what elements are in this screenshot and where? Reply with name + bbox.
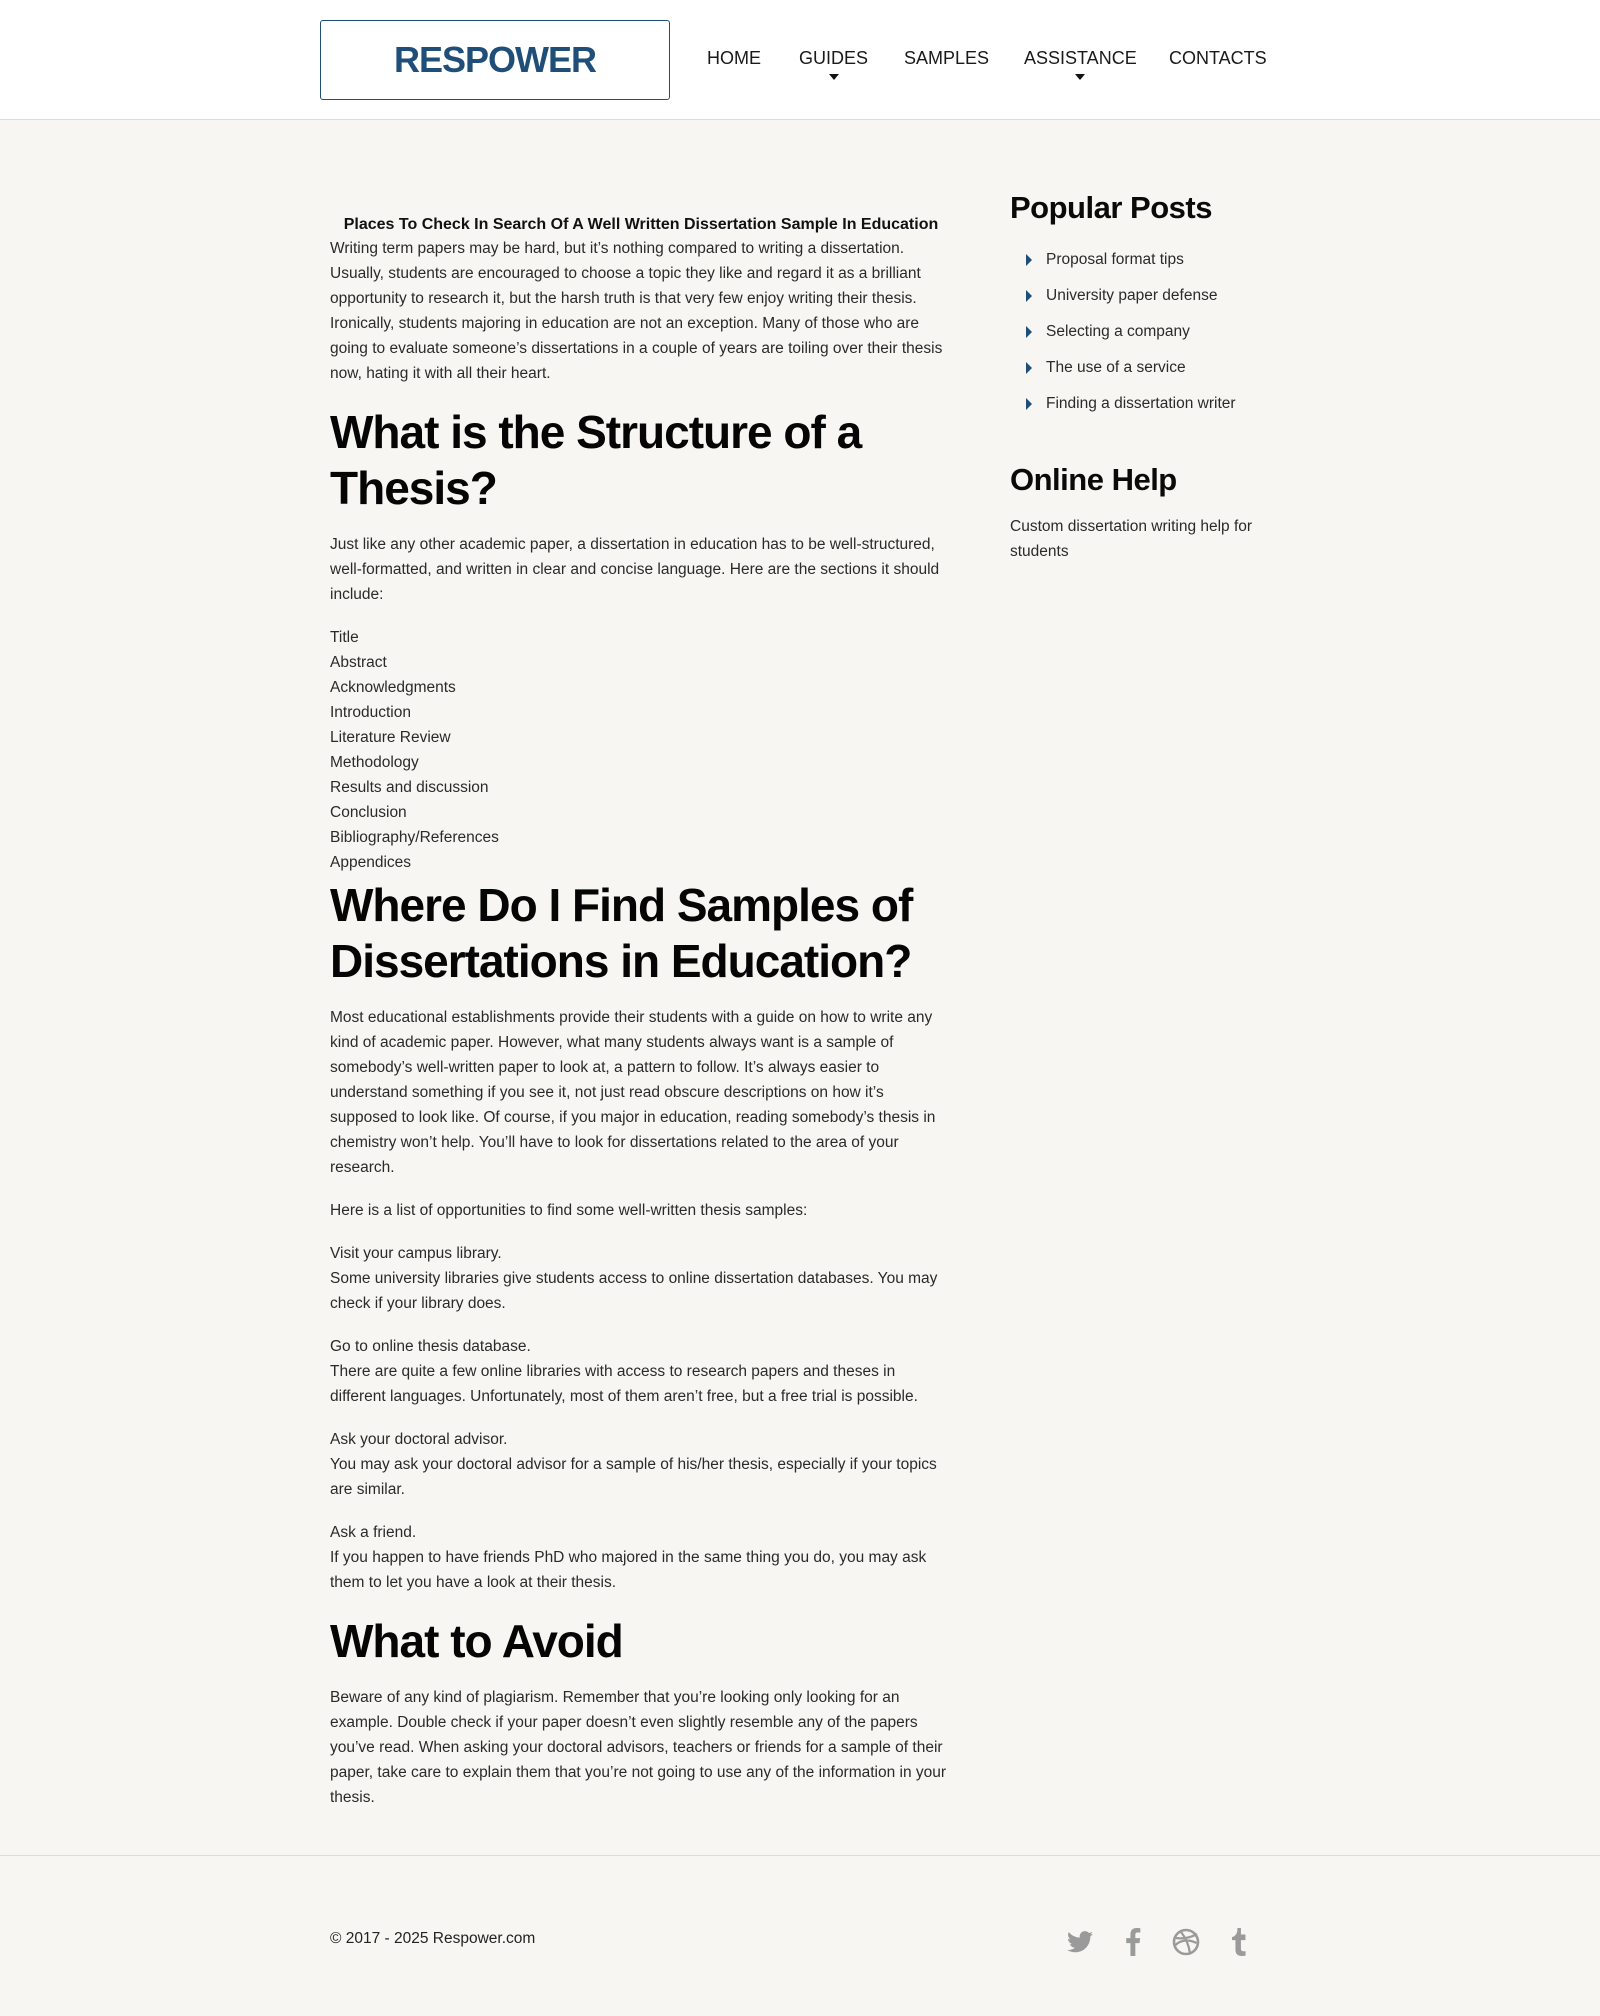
caret-down-icon bbox=[1075, 74, 1085, 80]
opportunity-item bbox=[330, 1520, 952, 1595]
article-intro-title: Places To Check In Search Of A Well Written Dissertation Sample In Education bbox=[343, 216, 939, 233]
opportunity-text: If you happen to have friends PhD who majored in the same thing you do, you may ask them to let you have a look at their thesis. bbox=[330, 1549, 927, 1591]
tumblr-icon[interactable] bbox=[1225, 1926, 1253, 1958]
opportunity-title: Ask your doctoral advisor. bbox=[330, 1431, 508, 1448]
online-help-title: Online Help bbox=[1010, 462, 1177, 497]
list-item: Acknowledgments bbox=[330, 679, 456, 696]
nav-contacts[interactable]: CONTACTS bbox=[1169, 48, 1267, 68]
nav-home[interactable]: HOME bbox=[707, 48, 761, 68]
intro-paragraph: Writing term papers may be hard, but it’s nothing compared to writing a dissertation. Usually, students are encouraged to choose a topic they like and regard it as a brilliant opportunity to research it, but the harsh truth is that very few enjoy writing their thesis. Ironically, students majoring in education are not an exception. Many of those who are going to evaluate someone’s dissertations in a couple of years are toiling over their thesis now, hating it with all their heart. bbox=[330, 240, 943, 382]
dribbble-icon[interactable] bbox=[1172, 1926, 1200, 1958]
caret-down-icon bbox=[829, 74, 839, 80]
nav-guides-label: GUIDES bbox=[799, 48, 869, 68]
opportunity-item bbox=[330, 1427, 952, 1502]
popular-post-link[interactable] bbox=[1010, 386, 1280, 422]
list-item: Bibliography/References bbox=[330, 829, 499, 846]
popular-post-link[interactable] bbox=[1010, 350, 1280, 386]
site-header bbox=[0, 0, 1600, 120]
opportunity-item bbox=[330, 1241, 952, 1316]
avoid-paragraph: Beware of any kind of plagiarism. Remember that you’re looking only looking for an example. Double check if your paper doesn’t even slightly resemble any of the papers you’ve read. When asking your doctoral advisors, teachers or friends for a sample of their paper, take care to explain them that you’re not going to use any of the information in your thesis. bbox=[330, 1689, 947, 1806]
bullet-triangle-icon bbox=[1026, 290, 1032, 302]
opportunity-title: Go to online thesis database. bbox=[330, 1338, 531, 1355]
online-help-link[interactable]: Custom dissertation writing help for students bbox=[1010, 518, 1253, 560]
popular-post-label: The use of a service bbox=[1046, 359, 1186, 376]
popular-posts-title: Popular Posts bbox=[1010, 190, 1212, 225]
bullet-triangle-icon bbox=[1026, 254, 1032, 266]
site-logo[interactable]: RESPOWER bbox=[320, 20, 670, 100]
popular-post-label: University paper defense bbox=[1046, 287, 1218, 304]
heading-structure: What is the Structure of a Thesis? bbox=[330, 406, 862, 514]
nav-guides[interactable] bbox=[799, 48, 868, 69]
heading-avoid: What to Avoid bbox=[330, 1615, 623, 1667]
list-item: Methodology bbox=[330, 754, 419, 771]
popular-post-link[interactable] bbox=[1010, 314, 1280, 350]
opportunity-text: You may ask your doctoral advisor for a sample of his/her thesis, especially if your topics are similar. bbox=[330, 1456, 937, 1498]
copyright-text: © 2017 - 2025 Respower.com bbox=[330, 1930, 536, 1947]
list-item: Conclusion bbox=[330, 804, 407, 821]
popular-post-link[interactable] bbox=[1010, 278, 1280, 314]
article bbox=[330, 210, 952, 1828]
heading-samples: Where Do I Find Samples of Dissertations in Education? bbox=[330, 879, 913, 987]
bullet-triangle-icon bbox=[1026, 398, 1032, 410]
facebook-icon[interactable] bbox=[1119, 1926, 1147, 1958]
structure-paragraph: Just like any other academic paper, a dissertation in education has to be well-structured, well-formatted, and written in clear and concise language. Here are the sections it should include: bbox=[330, 536, 940, 603]
list-item: Results and discussion bbox=[330, 779, 489, 796]
opportunity-text: There are quite a few online libraries with access to research papers and theses in different languages. Unfortunately, most of them aren’t free, but a free trial is possible. bbox=[330, 1363, 918, 1405]
nav-assistance-label: ASSISTANCE bbox=[1024, 48, 1137, 68]
site-footer bbox=[0, 1855, 1600, 2016]
opportunities-intro: Here is a list of opportunities to find some well-written thesis samples: bbox=[330, 1202, 808, 1219]
opportunity-item bbox=[330, 1334, 952, 1409]
thesis-sections-list bbox=[330, 625, 952, 875]
nav-assistance[interactable] bbox=[1024, 48, 1137, 69]
popular-post-label: Finding a dissertation writer bbox=[1046, 395, 1236, 412]
popular-post-link[interactable] bbox=[1010, 242, 1280, 278]
list-item: Introduction bbox=[330, 704, 411, 721]
popular-posts-list bbox=[1010, 242, 1280, 422]
bullet-triangle-icon bbox=[1026, 362, 1032, 374]
opportunity-title: Visit your campus library. bbox=[330, 1245, 502, 1262]
popular-post-label: Selecting a company bbox=[1046, 323, 1190, 340]
opportunity-text: Some university libraries give students access to online dissertation databases. You may check if your library does. bbox=[330, 1270, 938, 1312]
list-item: Appendices bbox=[330, 854, 412, 871]
bullet-triangle-icon bbox=[1026, 326, 1032, 338]
samples-paragraph: Most educational establishments provide their students with a guide on how to write any kind of academic paper. However, what many students always want is a sample of somebody’s well-written paper to look at, a pattern to follow. It’s always easier to understand something if you see it, not just read obscure descriptions on how it’s supposed to look like. Of course, if you major in education, reading somebody’s thesis in chemistry won’t help. You’ll have to look for dissertations related to the area of your research. bbox=[330, 1009, 936, 1176]
sidebar bbox=[1010, 186, 1280, 564]
popular-post-label: Proposal format tips bbox=[1046, 251, 1184, 268]
social-links bbox=[1066, 1926, 1253, 1958]
opportunity-title: Ask a friend. bbox=[330, 1524, 417, 1541]
list-item: Abstract bbox=[330, 654, 387, 671]
nav-samples[interactable]: SAMPLES bbox=[904, 48, 990, 68]
list-item: Literature Review bbox=[330, 729, 451, 746]
twitter-icon[interactable] bbox=[1066, 1926, 1094, 1958]
list-item: Title bbox=[330, 629, 359, 646]
